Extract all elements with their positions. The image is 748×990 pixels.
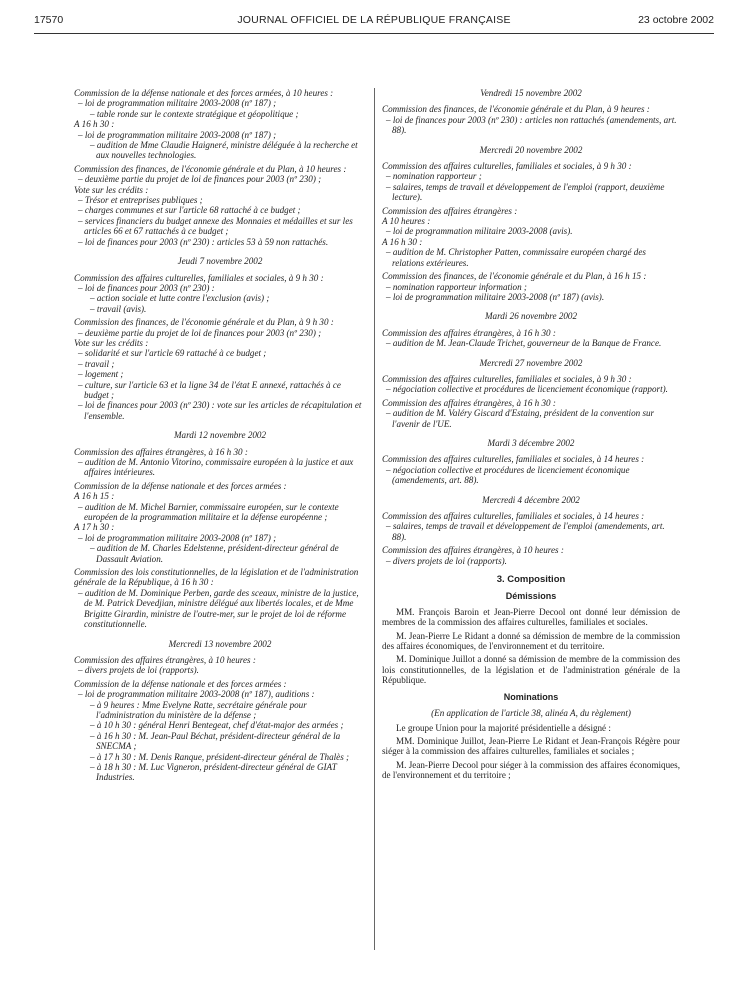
committee-title: Commission de la défense nationale et des forces armées : — [74, 480, 287, 491]
agenda-item: – négociation collective et procédures de licenciement économique (amendements, art. 88). — [386, 464, 630, 486]
paragraph: MM. Dominique Juillot, Jean-Pierre Le Ridant et Jean-François Régère pour siéger à la commission des affaires culturelles, familiales et sociales ; — [382, 735, 680, 757]
agenda-block — [74, 317, 366, 421]
day-heading: Mardi 26 novembre 2002 — [484, 311, 578, 322]
day-heading: Jeudi 7 novembre 2002 — [177, 256, 263, 267]
agenda-item: – à 10 h 30 : général Henri Bentegeat, chef d'état-major des armées ; — [90, 720, 344, 731]
agenda-item: – deuxième partie du projet de loi de finances pour 2003 (nº 230) ; — [78, 327, 322, 338]
day-heading: Vendredi 15 novembre 2002 — [480, 88, 582, 98]
application-note: (En application de l'article 38, alinéa A, du règlement) — [431, 708, 631, 719]
agenda-block — [382, 454, 680, 485]
page-header — [34, 12, 714, 30]
committee-title: Commission des affaires étrangères, à 16 h 30 : — [74, 446, 248, 457]
agenda-item: – audition de M. Michel Barnier, commissaire européen, sur le contexte européen de la programmation militaire et la défense européenne ; — [78, 501, 339, 523]
subsection-heading: Nominations — [503, 691, 559, 702]
agenda-block — [382, 398, 680, 429]
committee-title: Commission des affaires culturelles, familiales et sociales, à 14 heures : — [382, 511, 645, 521]
agenda-item: – audition de M. Valéry Giscard d'Estaing, président de la convention sur l'avenir de l'UE. — [386, 408, 655, 429]
agenda-item: – loi de programmation militaire 2003-2008 (avis). — [386, 226, 573, 237]
agenda-item: – à 16 h 30 : M. Jean-Paul Béchat, président-directeur général de la SNECMA ; — [90, 730, 341, 752]
agenda-block — [382, 161, 680, 203]
paragraph: M. Dominique Juillot a donné sa démission de membre de la commission des lois constitutionnelles, de la législation et de l'administration générale de la République. — [382, 654, 680, 686]
agenda-item: – table ronde sur le contexte stratégique et géopolitique ; — [90, 108, 299, 119]
time-label: A 16 h 30 : — [74, 119, 115, 130]
vote-label: Vote sur les crédits : — [74, 184, 149, 195]
agenda-item: – loi de programmation militaire 2003-2008 (nº 187) (avis). — [386, 291, 605, 302]
time-label: A 16 h 15 : — [74, 491, 115, 502]
committee-title: Commission des affaires culturelles, familiales et sociales, à 9 h 30 : — [74, 272, 324, 283]
day-heading: Mercredi 27 novembre 2002 — [479, 357, 583, 368]
committee-title: Commission des affaires étrangères, à 16 h 30 : — [382, 397, 556, 408]
day-heading: Mardi 12 novembre 2002 — [173, 430, 267, 441]
paragraph: Le groupe Union pour la majorité présidentielle a désigné : — [396, 722, 611, 733]
committee-title: Commission des finances, de l'économie générale et du Plan, à 10 heures : — [74, 163, 347, 174]
agenda-item: – charges communes et sur l'article 68 rattaché à ce budget ; — [78, 205, 301, 216]
time-label: A 17 h 30 : — [74, 522, 115, 533]
section-heading: 3. Composition — [496, 574, 566, 586]
committee-title: Commission de la défense nationale et des forces armées, à 10 heures : — [74, 88, 334, 98]
agenda-item: – logement ; — [78, 369, 124, 380]
agenda-item: – audition de M. Dominique Perben, garde des sceaux, ministre de la justice, de M. Patrick Devedjian, ministre délégué aux libertés locales, et de Mme Brigitte Girardin, ministre de l'outre-mer, sur le projet de loi de réforme constitutionnelle. — [78, 587, 359, 630]
subsection-heading: Démissions — [505, 591, 557, 602]
day-heading: Mercredi 20 novembre 2002 — [479, 144, 583, 155]
committee-title: Commission des affaires culturelles, familiales et sociales, à 9 h 30 : — [382, 161, 632, 172]
day-heading: Mercredi 4 décembre 2002 — [482, 494, 580, 505]
agenda-item: – travail ; — [78, 358, 115, 369]
day-heading: Mardi 3 décembre 2002 — [487, 437, 575, 448]
committee-title: Commission des lois constitutionnelles, de la législation et de l'administration générale de la République, à 16 h 30 : — [74, 567, 359, 588]
agenda-item: – solidarité et sur l'article 69 rattaché à ce budget ; — [78, 348, 267, 359]
agenda-block — [74, 447, 366, 478]
header-rule — [34, 33, 714, 34]
committee-title: Commission des finances, de l'économie générale et du Plan, à 16 h 15 : — [382, 271, 647, 282]
agenda-item: – audition de M. Jean-Claude Trichet, gouverneur de la Banque de France. — [386, 338, 662, 349]
agenda-item: – loi de programmation militaire 2003-2008 (nº 187) ; — [78, 532, 277, 543]
agenda-item: – à 17 h 30 : M. Denis Ranque, président-directeur général de Thalès ; — [90, 751, 350, 762]
agenda-block — [382, 511, 680, 542]
agenda-item: – à 18 h 30 : M. Luc Vigneron, président-directeur général de GIAT Industries. — [90, 761, 337, 783]
agenda-block — [74, 481, 366, 564]
agenda-item: – audition de M. Antonio Vitorino, commissaire européen à la justice et aux affaires intérieures. — [78, 457, 354, 478]
committee-title: Commission des finances, de l'économie générale et du Plan, à 9 heures : — [382, 104, 650, 115]
agenda-item: – loi de finances pour 2003 (nº 230) : vote sur les articles de récapitulation et l'ensemble. — [78, 400, 362, 421]
agenda-item: – à 9 heures : Mme Evelyne Ratte, secrétaire générale pour l'administration du ministère de la défense ; — [90, 699, 307, 720]
committee-title: Commission des affaires étrangères, à 10 heures : — [74, 654, 256, 665]
agenda-block — [382, 545, 680, 566]
agenda-block — [382, 104, 680, 135]
committee-title: Commission des affaires étrangères, à 16 h 30 : — [382, 327, 556, 338]
agenda-block — [382, 271, 680, 302]
agenda-item: – salaires, temps de travail et développement de l'emploi (amendements, art. 88). — [386, 521, 665, 542]
vote-label: Vote sur les crédits : — [74, 337, 149, 348]
day-heading: Mercredi 13 novembre 2002 — [168, 638, 272, 649]
agenda-item: – divers projets de loi (rapports). — [78, 665, 199, 676]
paragraph: MM. François Baroin et Jean-Pierre Decool ont donné leur démission de membres de la commission des affaires culturelles, familiales et sociales. — [382, 606, 680, 628]
committee-title: Commission des affaires étrangères, à 10 heures : — [382, 545, 564, 556]
agenda-item: – loi de finances pour 2003 (nº 230) : articles 53 à 59 non rattachés. — [78, 236, 329, 247]
journal-title: JOURNAL OFFICIEL DE LA RÉPUBLIQUE FRANÇAISE — [237, 14, 511, 26]
paragraph: M. Jean-Pierre Decool pour siéger à la commission des affaires économiques, de l'environnement et du territoire ; — [382, 759, 680, 781]
right-column — [382, 88, 680, 784]
agenda-item: – divers projets de loi (rapports). — [386, 555, 507, 566]
committee-title: Commission des finances, de l'économie générale et du Plan, à 9 h 30 : — [74, 317, 334, 328]
agenda-block — [382, 374, 680, 395]
page-number: 17570 — [34, 14, 64, 26]
agenda-block — [74, 88, 366, 161]
agenda-item: – loi de programmation militaire 2003-2008 (nº 187), auditions : — [78, 689, 315, 700]
agenda-item: – audition de M. Christopher Patten, commissaire européen chargé des relations extérieures. — [386, 247, 646, 268]
agenda-item: – nomination rapporteur ; — [386, 171, 482, 182]
agenda-block — [74, 164, 366, 247]
agenda-item: – Trésor et entreprises publiques ; — [78, 195, 203, 206]
agenda-item: – loi de programmation militaire 2003-2008 (nº 187) ; — [78, 98, 277, 109]
agenda-item: – loi de finances pour 2003 (nº 230) : — [78, 282, 215, 293]
time-label: A 10 heures : — [382, 216, 431, 227]
agenda-item: – services financiers du budget annexe des Monnaies et médailles et sur les articles 66 et 67 rattachés à ce budget ; — [78, 215, 353, 237]
left-column — [74, 88, 366, 786]
agenda-item: – salaires, temps de travail et développement de l'emploi (rapport, deuxième lecture). — [386, 181, 665, 203]
agenda-block — [382, 206, 680, 268]
agenda-block — [74, 679, 366, 783]
agenda-block — [74, 273, 366, 315]
agenda-item: – deuxième partie du projet de loi de finances pour 2003 (nº 230) ; — [78, 174, 322, 185]
committee-title: Commission des affaires étrangères : — [382, 205, 518, 216]
column-divider — [374, 88, 375, 950]
paragraph: M. Jean-Pierre Le Ridant a donné sa démission de membre de la commission des affaires économiques, de l'environnement et du territoire. — [382, 630, 680, 652]
committee-title: Commission des affaires culturelles, familiales et sociales, à 14 heures : — [382, 454, 645, 465]
time-label: A 16 h 30 : — [382, 236, 423, 247]
agenda-block — [74, 655, 366, 676]
committee-title: Commission des affaires culturelles, familiales et sociales, à 9 h 30 : — [382, 373, 632, 384]
agenda-item: – loi de finances pour 2003 (nº 230) : articles non rattachés (amendements, art. 88). — [386, 114, 677, 136]
agenda-item: – loi de programmation militaire 2003-2008 (nº 187) ; — [78, 129, 277, 140]
issue-date: 23 octobre 2002 — [638, 14, 714, 26]
agenda-item: – négociation collective et procédures de licenciement économique (rapport). — [386, 384, 668, 395]
agenda-block — [74, 567, 366, 629]
agenda-block — [382, 328, 680, 349]
agenda-item: – action sociale et lutte contre l'exclusion (avis) ; — [90, 293, 270, 304]
agenda-item: – audition de M. Charles Edelstenne, président-directeur général de Dassault Aviation. — [90, 543, 339, 564]
committee-title: Commission de la défense nationale et des forces armées : — [74, 678, 287, 689]
agenda-item: – culture, sur l'article 63 et la ligne 34 de l'état E annexé, rattachés à ce budget ; — [78, 379, 341, 400]
agenda-item: – audition de Mme Claudie Haigneré, ministre déléguée à la recherche et aux nouvelles technologies. — [90, 140, 358, 161]
agenda-item: – nomination rapporteur information ; — [386, 281, 527, 292]
agenda-item: – travail (avis). — [90, 303, 147, 314]
